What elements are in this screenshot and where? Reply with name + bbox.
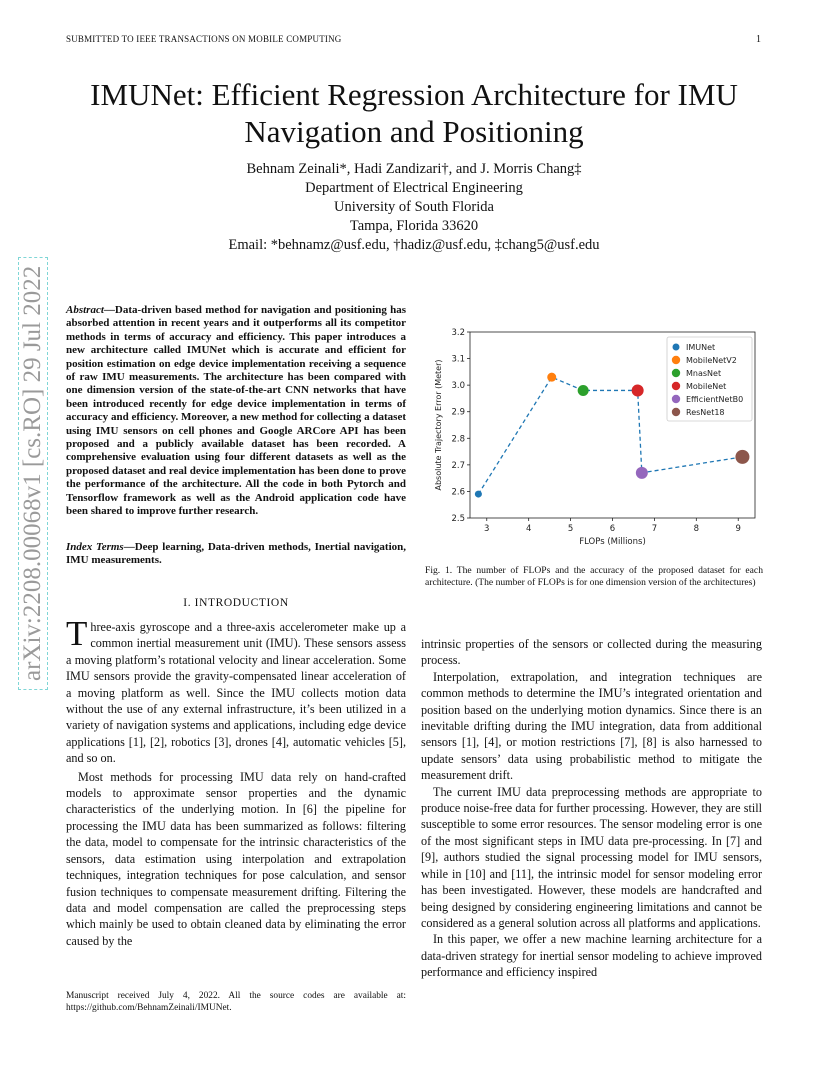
point-mnasnet <box>578 385 589 396</box>
abstract <box>66 304 406 519</box>
intro-text <box>66 614 406 949</box>
abstract-text: —Data-driven based method for navigation and positioning has absorbed attention in recent years and it outperforms all its competitor methods in terms of accuracy and efficiency. This paper introduces a new architecture called IMUNet which is accurate and efficient for position estimation on edge device implementation receiving a sequence of raw IMU measurements. The architecture has been compared with one dimension version of the state-of-the-art CNN networks that have been introduced recently for edge device implementation in terms of accuracy and efficiency. Moreover, a new method for collecting a dataset using IMU sensors on cell phones and Google ARCore API has been proposed and a publicly available dataset has been recorded. A comprehensive evaluation using four different datasets as well as the proposed dataset and real device implementation has been done to prove the performance of the architecture. All the code in both Pytorch and Tensorflow framework as well as the Android application code have been shared to improve further research. <box>66 304 406 518</box>
dropcap: T <box>66 614 88 653</box>
legend-label-2: MnasNet <box>686 369 722 378</box>
legend-label-0: IMUNet <box>686 343 716 352</box>
author-department: Department of Electrical Engineering <box>305 180 523 196</box>
point-resnet18 <box>735 450 749 464</box>
abstract-lead: Abstract <box>66 304 104 316</box>
page-number: 1 <box>756 34 761 45</box>
y-tick-label-1: 2.6 <box>451 487 465 498</box>
legend-label-3: MobileNet <box>686 382 727 391</box>
legend-marker-1 <box>672 356 680 364</box>
right-paragraph-2: The current IMU data preprocessing methods are appropriate to produce noise-free data for further processing. However, they are still susceptible to some error resources. The sensor modeling error is one of the most significant steps in IMU data pre-processing. In [7] and [9], authors studied the signal processing model for IMU sensors, while in [10] and [11], the intrinsic model for sensor modeling error has been investigated. However, these models are handcrafted and being designed by considering engineering limitations and cannot be considered as a general solution across all platforms and applications. <box>421 784 762 930</box>
legend-marker-0 <box>673 344 680 351</box>
x-tick-label-1: 4 <box>525 524 532 534</box>
legend-label-1: MobileNetV2 <box>686 356 737 365</box>
intro-paragraph-1 <box>66 614 406 767</box>
right-column-text <box>421 636 762 981</box>
y-tick-label-5: 3.0 <box>451 381 465 392</box>
y-tick-label-0: 2.5 <box>451 514 465 524</box>
author-block <box>0 160 828 255</box>
y-tick-label-7: 3.2 <box>451 328 465 338</box>
section-heading: I. INTRODUCTION <box>183 597 289 609</box>
y-tick-label-2: 2.7 <box>451 460 465 471</box>
title-line-1: IMUNet: Efficient Regression Architecture for IMU <box>90 77 738 112</box>
chart-plot-area <box>434 328 755 547</box>
right-paragraph-1: Interpolation, extrapolation, and integration techniques are common methods to determine the IMU’s integrated orientation and position based on the underlying motion dynamics. Since there is an inevitable drifting during the IMU integration, data from additional sensors [1], [4], or motion restrictions [7], [8] is also harnessed to update sensors’ data using probabilistic method to mitigate the measurement drift. <box>421 669 762 783</box>
footnote: Manuscript received July 4, 2022. All the source codes are available at: https://github.com/BehnamZeinali/IMUNet. <box>66 991 406 1013</box>
right-paragraph-3: In this paper, we offer a new machine learning architecture for a data-driven strategy for inertial sensor modeling to achieve improved performance and efficiency inspired <box>421 932 762 980</box>
legend-marker-4 <box>672 395 680 403</box>
x-axis-label: FLOPs (Millions) <box>579 537 646 547</box>
arxiv-stamp[interactable]: arXiv:2208.00068v1 [cs.RO] 29 Jul 2022 <box>18 257 48 690</box>
x-tick-label-3: 6 <box>609 524 616 534</box>
legend-marker-3 <box>672 382 680 390</box>
point-mobilenet <box>632 384 644 396</box>
legend-marker-2 <box>672 369 680 377</box>
figure-caption: Fig. 1. The number of FLOPs and the accuracy of the proposed dataset for each architecture. (The number of FLOPs is for one dimension version of the architectures) <box>425 565 763 588</box>
legend-label-4: EfficientNetB0 <box>686 395 744 404</box>
author-email[interactable]: Email: *behnamz@usf.edu, †hadiz@usf.edu, ‡chang5@usf.edu <box>228 237 600 253</box>
title-line-2: Navigation and Positioning <box>244 114 584 149</box>
y-tick-label-3: 2.8 <box>451 434 465 445</box>
point-imunet <box>475 491 482 498</box>
author-location: Tampa, Florida 33620 <box>349 218 479 234</box>
running-head: SUBMITTED TO IEEE TRANSACTIONS ON MOBILE COMPUTING <box>66 34 342 44</box>
y-tick-label-4: 2.9 <box>451 407 465 418</box>
point-mobilenetv2 <box>547 373 556 382</box>
y-tick-label-6: 3.1 <box>451 354 465 365</box>
point-efficientnetb0 <box>636 467 648 479</box>
index-terms-lead: Index Terms <box>66 541 124 553</box>
right-paragraph-0: intrinsic properties of the sensors or collected during the measuring process. <box>421 637 762 668</box>
x-tick-label-4: 7 <box>651 524 658 534</box>
intro-p1-text: hree-axis gyroscope and a three-axis accelerometer make up a common inertial measurement unit (IMU). These sensors assess a moving platform’s rotational velocity and linear acceleration. Some IMU sensors provide the gravity-compensated linear acceleration of a moving platform as well. Since the IMU collects motion data without the use of any external infrastructure, it’s been utilized in a variety of navigation systems and applications, including edge device applications [1], [2], robotics [3], drones [4], automatic vehicles [5], and so on. <box>66 620 406 766</box>
author-names: Behnam Zeinali*, Hadi Zandizari†, and J. Morris Chang‡ <box>246 161 582 177</box>
x-tick-label-6: 9 <box>735 524 741 534</box>
x-tick-label-5: 8 <box>693 524 700 534</box>
index-terms <box>66 541 406 568</box>
intro-paragraph-2: Most methods for processing IMU data rely on hand-crafted models to approximate sensor properties and the dynamic characteristics of the underlying motion. In [6] the pipeline for processing the IMU data has been summarized as follows: filtering the data, model to compensate for the intrinsic characteristics of the sensors, data estimation using interpolation and extrapolation techniques, integration techniques for pose calculation, and sensor fusion techniques to compensate measurement drifting. Filtering the data and model compensation are called the preprocessing steps which mainly be used to obtain cleaned data by eliminating the error caused by the <box>66 769 406 948</box>
x-tick-label-2: 5 <box>567 524 574 534</box>
legend-marker-5 <box>672 408 680 416</box>
legend-label-5: ResNet18 <box>686 408 725 417</box>
author-university: University of South Florida <box>334 199 494 215</box>
flops-ate-chart <box>428 318 768 548</box>
x-tick-label-0: 3 <box>484 524 490 534</box>
y-axis-label: Absolute Trajectory Error (Meter) <box>434 359 443 491</box>
index-terms-text: —Deep learning, Data-driven methods, Inertial navigation, IMU measurements. <box>66 541 406 567</box>
paper-title <box>40 76 788 150</box>
